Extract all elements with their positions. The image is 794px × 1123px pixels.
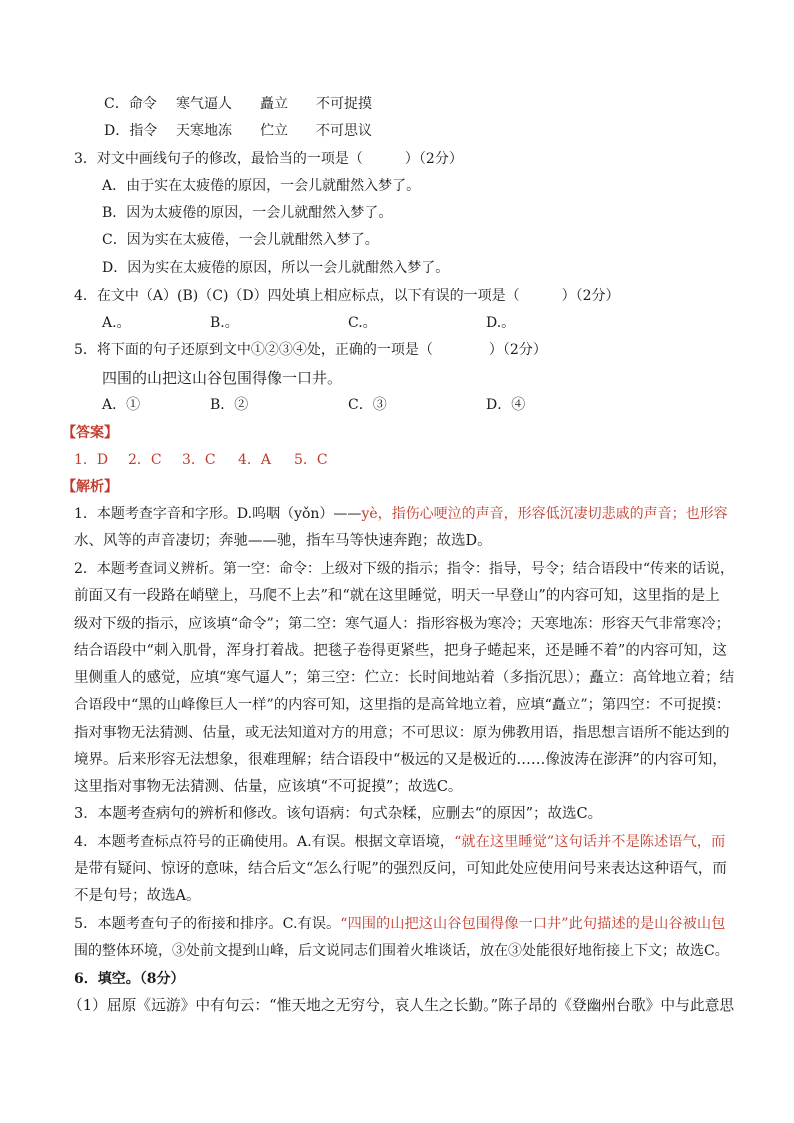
analysis-line — [74, 832, 725, 852]
q4-option-b: B.。 — [210, 315, 239, 331]
choice-d-word2: 伫立 — [260, 123, 288, 139]
choice-c-label: C．命令 — [104, 96, 157, 112]
answer-list — [74, 450, 374, 470]
analysis-line-text: 1．本题考查字音和字形。D.呜咽（yǒn）—— — [74, 506, 362, 522]
q5-sentence: 四围的山把这山谷包围得像一口井。 — [102, 369, 343, 387]
answer-1: 1．D — [74, 452, 109, 468]
q5-stem: 5．将下面的句子还原到文中①②③④处，正确的一项是（ ）（2分） — [74, 342, 547, 358]
choice-c-word2: 矗立 — [260, 96, 288, 112]
answer-heading: 【答案】 — [62, 425, 118, 441]
analysis-line-text: 不是句号；故选A。 — [74, 888, 201, 904]
analysis-line — [74, 586, 720, 606]
q3-option-b: B．因为太疲倦的原因，一会儿就酣然入梦了。 — [102, 205, 393, 221]
q5-option-a: A．① — [102, 397, 141, 413]
analysis-line-text: 级对下级的指示，应该填“命令”；第二空：寒气逼人：指形容极为寒冷；天寒地冻：形容天气非常寒冷； — [74, 616, 730, 632]
analysis-line-text: 3．本题考查病句的辨析和修改。该句语病：句式杂糅，应删去“的原因”；故选C。 — [74, 806, 603, 822]
q5-option-b: B．② — [210, 397, 249, 413]
q3-option-c: C．因为实在太疲倦，一会儿就酣然入梦了。 — [102, 232, 379, 248]
choice-d-word3: 不可思议 — [316, 123, 372, 139]
analysis-line — [74, 804, 602, 824]
q3-option-a: A．由于实在太疲倦的原因，一会儿就酣然入梦了。 — [102, 178, 421, 194]
analysis-line — [74, 886, 200, 906]
analysis-line-text: 围的整体环境，③处前文提到山峰，后文说同志们围着火堆谈话，放在③处能很好地衔接上下文；故选C。 — [74, 943, 729, 959]
analysis-line — [74, 723, 730, 743]
choice-row-c — [104, 94, 764, 114]
analysis-line — [74, 559, 734, 579]
q5-option-d: D．④ — [486, 397, 526, 413]
answer-3: 3．C — [182, 452, 216, 468]
analysis-line — [74, 941, 729, 961]
analysis-line-text: 合语段中“黑的山峰像巨人一样”的内容可知，这里指的是高耸地立着，应填“矗立”；第四空：不可捉摸： — [74, 697, 731, 713]
answer-2: 2．C — [128, 452, 162, 468]
q5-option-c: C．③ — [348, 397, 387, 413]
analysis-line-text: 4．本题考查标点符号的正确使用。A.有误。根据文章语境， — [74, 834, 455, 850]
q4-options — [102, 313, 662, 333]
q5-options — [102, 395, 662, 415]
analysis-line-highlight: “就在这里睡觉”这句话并不是陈述语气，而 — [454, 834, 726, 850]
answer-5: 5．C — [294, 452, 328, 468]
choice-c-word1: 寒气逼人 — [176, 96, 232, 112]
q6-line: （1）屈原《远游》中有句云：“惟天地之无穷兮，哀人生之长勤。”陈子昂的《登幽州台歌》中与此意思 — [68, 997, 735, 1014]
q4-stem: 4．在文中（A）(B)（C)（D）四处填上相应标点，以下有误的一项是（ ）（2分） — [74, 288, 620, 304]
analysis-line-highlight: “四围的山把这山谷包围得像一口井”此句描述的是山谷被山包 — [340, 916, 726, 932]
analysis-line-text: 境界。后来形容无法想象，很难理解；结合语段中“极远的又是极近的……像波涛在澎湃”的内容可知， — [74, 752, 727, 768]
analysis-line — [74, 504, 728, 524]
q4-option-c: C.。 — [348, 315, 377, 331]
choice-d-label: D．指令 — [104, 123, 158, 139]
analysis-line-text: 前面又有一段路在峭壁上，马爬不上去”和“就在这里睡觉，明天一早登山”的内容可知，这里指的是上 — [74, 588, 720, 604]
analysis-line — [74, 668, 734, 688]
analysis-line-text: 5．本题考查句子的衔接和排序。C.有误。 — [74, 916, 341, 932]
analysis-line-text: 指对事物无法猜测、估量，或无法知道对方的用意；不可思议：原为佛教用语，指思想言语所不能达到的 — [74, 725, 730, 741]
analysis-heading: 【解析】 — [62, 479, 118, 495]
analysis-line-text: 是带有疑问、惊讶的意味，结合后文“怎么行呢”的强烈反问，可知此处应使用问号来表达这种语气，而 — [74, 861, 727, 877]
analysis-line-text: 2．本题考查词义辨析。第一空：命令：上级对下级的指示；指令：指导，号令；结合语段中“传来的话说， — [74, 561, 735, 577]
analysis-line-highlight: yè，指伤心哽泣的声音，形容低沉凄切悲戚的声音；也形容 — [361, 506, 728, 522]
analysis-line-text: 水、风等的声音凄切；奔驰——驰，指车马等快速奔跑；故选D。 — [74, 533, 492, 549]
q4-option-a: A.。 — [102, 315, 131, 331]
choice-c-word3: 不可捉摸 — [316, 96, 372, 112]
analysis-line — [74, 750, 727, 770]
answer-4: 4．A — [238, 452, 272, 468]
analysis-line-text: 这里指对事物无法猜测、估量，应该填“不可捉摸”；故选C。 — [74, 779, 463, 795]
analysis-line — [74, 695, 730, 715]
q6-heading: 6．填空。（8分） — [74, 971, 185, 987]
analysis-line-text: 里侧重人的感觉，应填“寒气逼人”；第三空：伫立：长时间地站着（多指沉思）；矗立：高耸地立着；结 — [74, 670, 735, 686]
choice-row-d — [104, 121, 764, 141]
analysis-line — [74, 641, 727, 661]
q3-option-d: D．因为实在太疲倦的原因，所以一会儿就酣然入梦了。 — [102, 260, 450, 276]
choice-d-word1: 天寒地冻 — [176, 123, 232, 139]
analysis-line — [74, 777, 462, 797]
analysis-line-text: 结合语段中“刺入肌骨，浑身打着战。把毯子卷得更紧些，把身子蜷起来，还是睡不着”的内容可知，这 — [74, 643, 727, 659]
analysis-line — [74, 914, 725, 934]
q3-stem: 3．对文中画线句子的修改，最恰当的一项是（ ）（2分） — [74, 151, 463, 167]
q4-option-d: D.。 — [486, 315, 516, 331]
analysis-line — [74, 859, 727, 879]
analysis-line — [74, 614, 730, 634]
analysis-line — [74, 531, 492, 551]
